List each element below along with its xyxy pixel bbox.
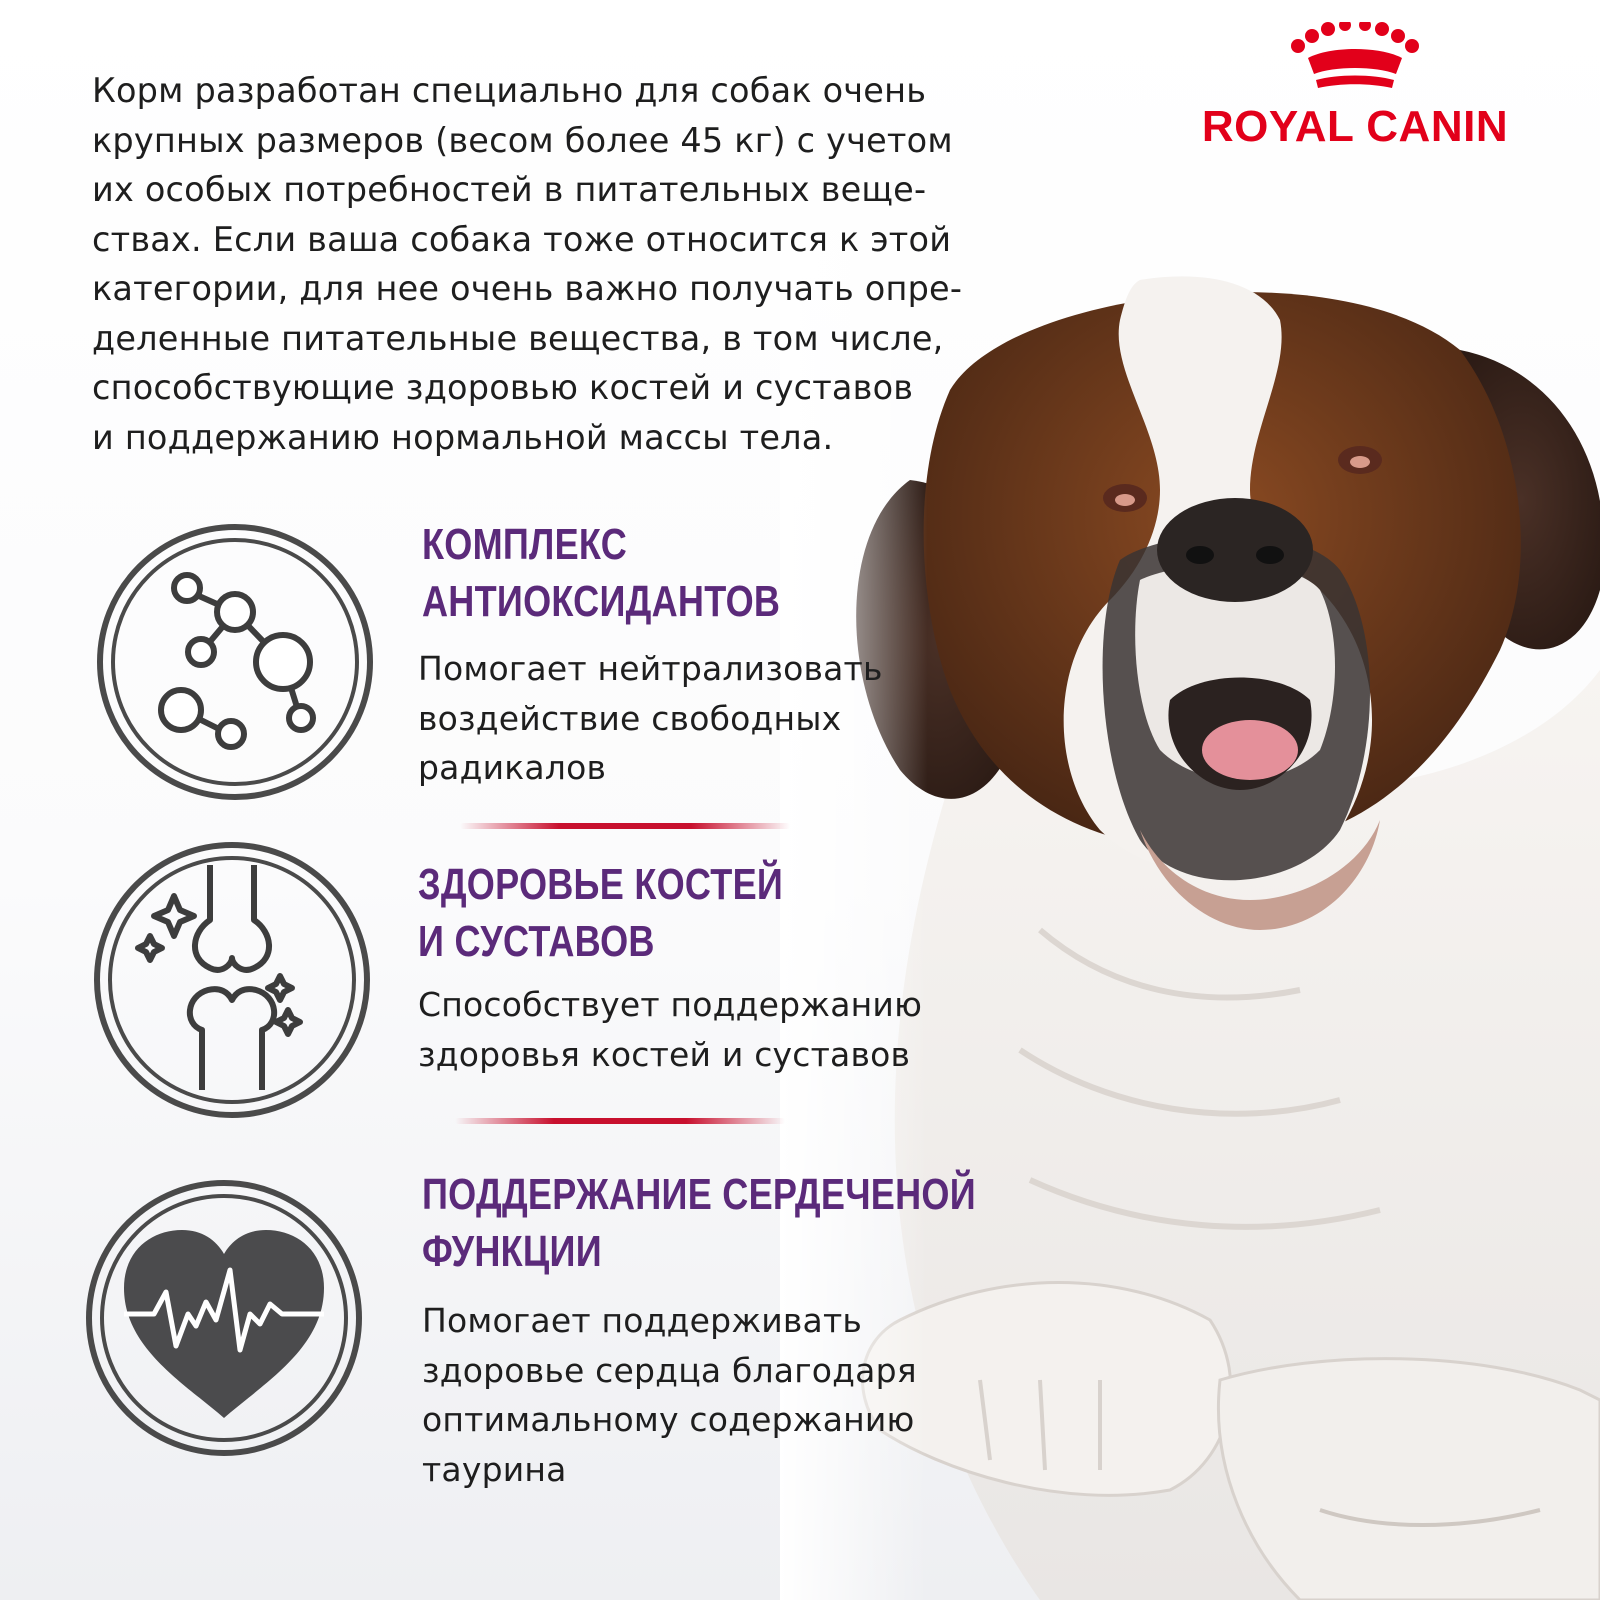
intro-line: крупных размеров (весом более 45 кг) с учетом — [92, 120, 953, 160]
brand-wordmark: ROYAL CANIN — [1201, 102, 1509, 151]
feature-desc-antioxidants — [418, 644, 883, 793]
feature-title-line: КОМПЛЕКС — [422, 520, 628, 569]
intro-paragraph — [92, 66, 982, 462]
intro-line: Корм разработан специально для собак очень — [92, 71, 927, 110]
feature-desc-line: таурина — [422, 1449, 567, 1489]
intro-line: деленные питательные вещества, в том числе, — [92, 318, 944, 358]
feature-desc-heart — [422, 1296, 917, 1494]
feature-title-line: ФУНКЦИИ — [422, 1227, 602, 1276]
feature-desc-line: оптимальному содержанию — [422, 1400, 915, 1439]
feature-title-line: И СУСТАВОВ — [418, 917, 655, 966]
feature-desc-line: Помогает поддерживать — [422, 1301, 863, 1340]
feature-desc-line: Помогает нейтрализовать — [418, 649, 883, 688]
crown-icon — [1290, 22, 1420, 94]
feature-title-line: ЗДОРОВЬЕ КОСТЕЙ — [418, 860, 784, 909]
intro-line: ствах. Если ваша собака тоже относится к этой — [92, 219, 952, 259]
intro-line: категории, для нее очень важно получать опре- — [92, 269, 963, 308]
feature-title-line: ПОДДЕРЖАНИЕ СЕРДЕЧЕНОЙ — [422, 1170, 976, 1219]
section-divider — [455, 1118, 785, 1124]
feature-desc-bones — [418, 980, 922, 1079]
section-divider — [460, 823, 790, 829]
molecule-icon — [95, 522, 375, 802]
intro-line: их особых потребностей в питательных веще- — [92, 170, 927, 209]
feature-title-heart — [422, 1166, 976, 1280]
intro-line: и поддержанию нормальной массы тела. — [92, 417, 834, 457]
feature-desc-line: Способствует поддержанию — [418, 985, 923, 1024]
bone-joint-icon — [92, 840, 372, 1120]
heart-pulse-icon — [84, 1178, 364, 1458]
feature-desc-line: радикалов — [418, 748, 607, 787]
feature-desc-line: воздействие свободных — [418, 698, 842, 738]
feature-title-line: АНТИОКСИДАНТОВ — [422, 577, 781, 626]
feature-title-bones — [418, 856, 783, 970]
feature-title-antioxidants — [422, 516, 780, 630]
feature-desc-line: здоровья костей и суставов — [418, 1034, 911, 1074]
intro-line: способствующие здоровью костей и суставов — [92, 368, 914, 407]
brand-logo — [1190, 22, 1520, 151]
feature-desc-line: здоровье сердца благодаря — [422, 1350, 917, 1390]
